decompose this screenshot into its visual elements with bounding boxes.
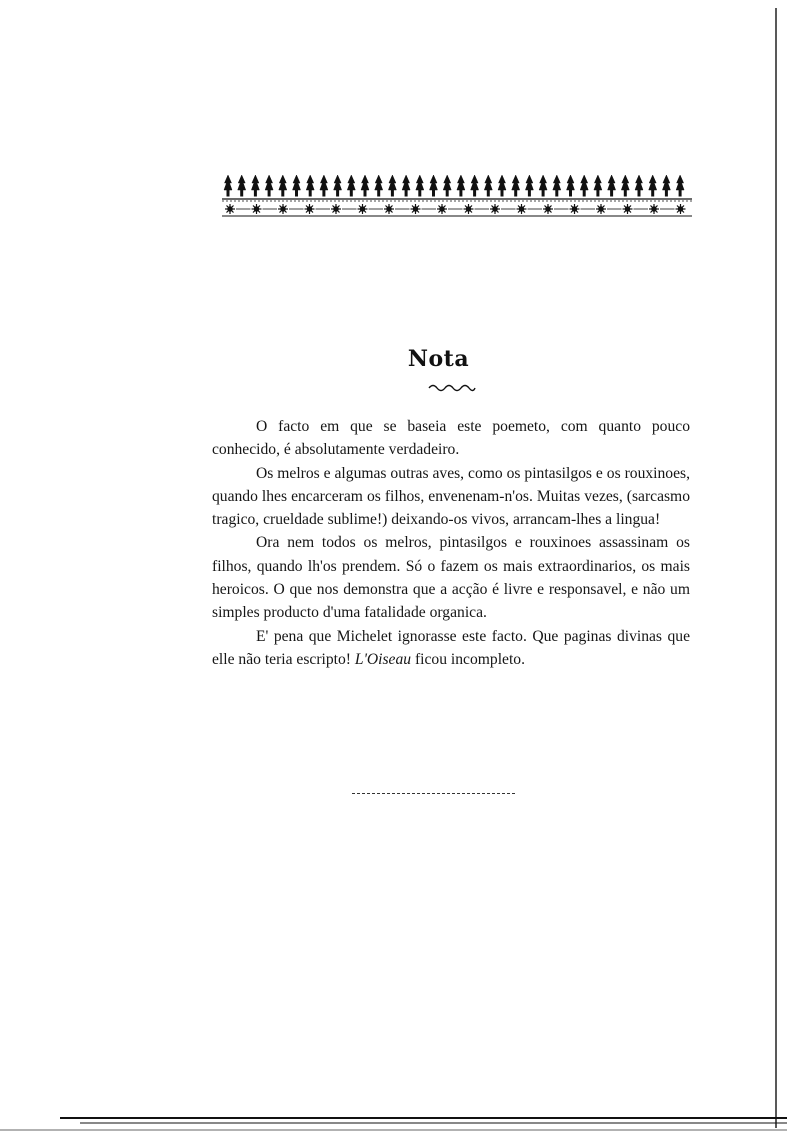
fleuron-stem [282,190,284,196]
fleuron-mark [251,175,259,190]
fleuron-mark [662,175,670,190]
star-mark [252,204,262,214]
fleuron-mark [293,175,301,190]
book-title-italic: L'Oiseau [354,650,412,668]
paragraph-4 [212,625,690,672]
fleuron-mark [525,175,533,190]
star-mark [570,204,580,214]
fleuron-stem [254,190,256,196]
fleuron-mark [361,175,369,190]
fleuron-stem [227,190,229,196]
fleuron-mark [635,175,643,190]
page-bottom-edge [0,1104,787,1137]
fleuron-stem [638,190,640,196]
fleuron-mark [471,175,479,190]
fleuron-stem [556,190,558,196]
star-mark [305,204,315,214]
fleuron-stem [528,190,530,196]
fleuron-mark [512,175,520,190]
fleuron-stem [241,190,243,196]
fleuron-mark [457,175,465,190]
star-mark [358,204,368,214]
fleuron-stem [446,190,448,196]
fleuron-mark [375,175,383,190]
star-mark [490,204,500,214]
star-mark [225,204,235,214]
star-mark [676,204,686,214]
paragraph-3-text: Ora nem todos os melros, pintasilgos e rouxinoes assassinam os filhos, quando lh'os prendem. Só o fazem os mais extraordinarios, os mais heroicos. O que nos demonstra que a acção é livre e responsavel, e não um simples producto d'uma fatalidade organica. [212,534,690,622]
fleuron-stem [487,190,489,196]
fleuron-stem [611,190,613,196]
fleuron-mark [238,175,246,190]
note-body [212,415,690,671]
fleuron-stem [583,190,585,196]
fleuron-row [224,175,684,196]
paragraph-4-text-end: ficou incompleto. [414,650,525,668]
fleuron-mark [320,175,328,190]
fleuron-stem [391,190,393,196]
fleuron-stem [597,190,599,196]
fleuron-mark [676,175,684,190]
star-mark [384,204,394,214]
star-mark [596,204,606,214]
fleuron-mark [224,175,232,190]
star-mark [437,204,447,214]
fleuron-mark [649,175,657,190]
star-mark [331,204,341,214]
paragraph-2 [212,462,690,532]
decorative-header-ornament [222,172,692,220]
star-mark [543,204,553,214]
fleuron-stem [542,190,544,196]
fleuron-mark [539,175,547,190]
fleuron-stem [323,190,325,196]
fleuron-mark [306,175,314,190]
fleuron-stem [378,190,380,196]
fleuron-stem [474,190,476,196]
fleuron-mark [608,175,616,190]
fleuron-stem [419,190,421,196]
fleuron-mark [416,175,424,190]
page-title: Nota [407,346,470,372]
fleuron-mark [621,175,629,190]
fleuron-stem [652,190,654,196]
fleuron-mark [498,175,506,190]
paragraph-4-text: E' pena que Michelet ignorasse este facto. Que paginas divinas que elle não teria escripto! [212,627,690,668]
star-mark [623,204,633,214]
fleuron-mark [347,175,355,190]
star-mark [649,204,659,214]
fleuron-mark [265,175,273,190]
fleuron-stem [570,190,572,196]
paragraph-3 [212,531,690,624]
title-swash-ornament [427,382,477,394]
fleuron-mark [402,175,410,190]
fleuron-stem [405,190,407,196]
star-mark [517,204,527,214]
star-row [225,204,686,214]
fleuron-mark [567,175,575,190]
fleuron-stem [460,190,462,196]
paragraph-1-text: O facto em que se baseia este poemeto, com quanto pouco conhecido, é absolutamente verdadeiro. [212,418,690,459]
fleuron-stem [515,190,517,196]
paragraph-1 [212,415,690,462]
page-right-edge [775,8,777,1128]
fleuron-stem [665,190,667,196]
fleuron-stem [364,190,366,196]
closing-separator-rule [352,793,515,794]
fleuron-mark [594,175,602,190]
paragraph-2-text: Os melros e algumas outras aves, como os pintasilgos e os rouxinoes, quando lhes encarceram os filhos, envenenam-n'os. Muitas vezes, (sarcasmo tragico, crueldade sublime!) deixando-os vivos, arrancam-lhes a lingua! [212,464,690,529]
fleuron-mark [334,175,342,190]
star-mark [278,204,288,214]
fleuron-mark [484,175,492,190]
fleuron-stem [433,190,435,196]
fleuron-mark [430,175,438,190]
star-mark [411,204,421,214]
fleuron-mark [580,175,588,190]
fleuron-stem [624,190,626,196]
fleuron-mark [279,175,287,190]
fleuron-stem [337,190,339,196]
fleuron-mark [388,175,396,190]
fleuron-mark [443,175,451,190]
fleuron-stem [309,190,311,196]
fleuron-stem [350,190,352,196]
fleuron-stem [501,190,503,196]
star-mark [464,204,474,214]
fleuron-stem [679,190,681,196]
fleuron-stem [296,190,298,196]
fleuron-stem [268,190,270,196]
fleuron-mark [553,175,561,190]
